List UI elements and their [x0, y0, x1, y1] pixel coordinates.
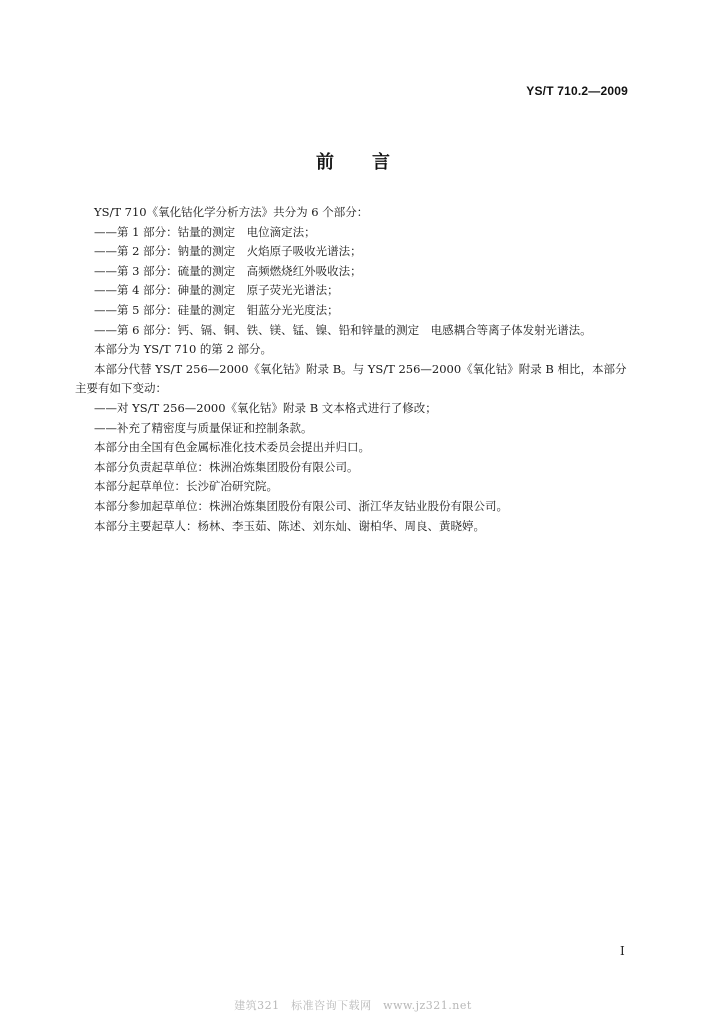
paragraph-line: 本部分由全国有色金属标准化技术委员会提出并归口。 — [94, 440, 370, 455]
page-title: 前言 — [316, 152, 428, 173]
paragraph-line: 本部分为 YS/T 710 的第 2 部分。 — [94, 342, 273, 357]
standard-code: YS/T 710.2—2009 — [526, 84, 628, 98]
paragraph-line: ——第 2 部分：钠量的测定 火焰原子吸收光谱法； — [94, 244, 362, 259]
paragraph-line: ——第 3 部分：硫量的测定 高频燃烧红外吸收法； — [94, 263, 362, 278]
paragraph-line: ——对 YS/T 256—2000《氧化钴》附录 B 文本格式进行了修改； — [94, 401, 437, 415]
page-number: I — [620, 944, 625, 958]
paragraph-line: ——补充了精密度与质量保证和控制条款。 — [94, 420, 313, 435]
paragraph-line: 本部分代替 YS/T 256—2000《氧化钴》附录 B。与 YS/T 256—2000《氧化钴》附录 B 相比，本部分 — [94, 361, 627, 376]
watermark-text: 建筑321 标准咨询下载网 www.jz321.net — [234, 999, 472, 1012]
paragraph-line: ——第 1 部分：钴量的测定 电位滴定法； — [94, 224, 316, 239]
paragraph-line: ——第 4 部分：砷量的测定 原子荧光光谱法； — [94, 283, 339, 298]
paragraph-line: 本部分负责起草单位：株洲冶炼集团股份有限公司。 — [94, 459, 359, 474]
paragraph-line: 本部分参加起草单位：株洲冶炼集团股份有限公司、浙江华友钴业股份有限公司。 — [94, 499, 508, 513]
paragraph-line: 主要有如下变动： — [75, 381, 167, 396]
paragraph-line: 本部分主要起草人：杨林、李玉茹、陈述、刘东灿、谢柏华、周良、黄晓婷。 — [94, 518, 485, 533]
paragraph-line: YS/T 710《氧化钴化学分析方法》共分为 6 个部分： — [94, 205, 369, 219]
paragraph-line: 本部分起草单位：长沙矿冶研究院。 — [94, 479, 278, 494]
paragraph-line: ——第 6 部分：钙、镉、铜、铁、镁、锰、镍、铅和锌量的测定 电感耦合等离子体发射光谱法。 — [94, 322, 592, 337]
paragraph-line: ——第 5 部分：硅量的测定 钼蓝分光光度法； — [94, 303, 339, 317]
